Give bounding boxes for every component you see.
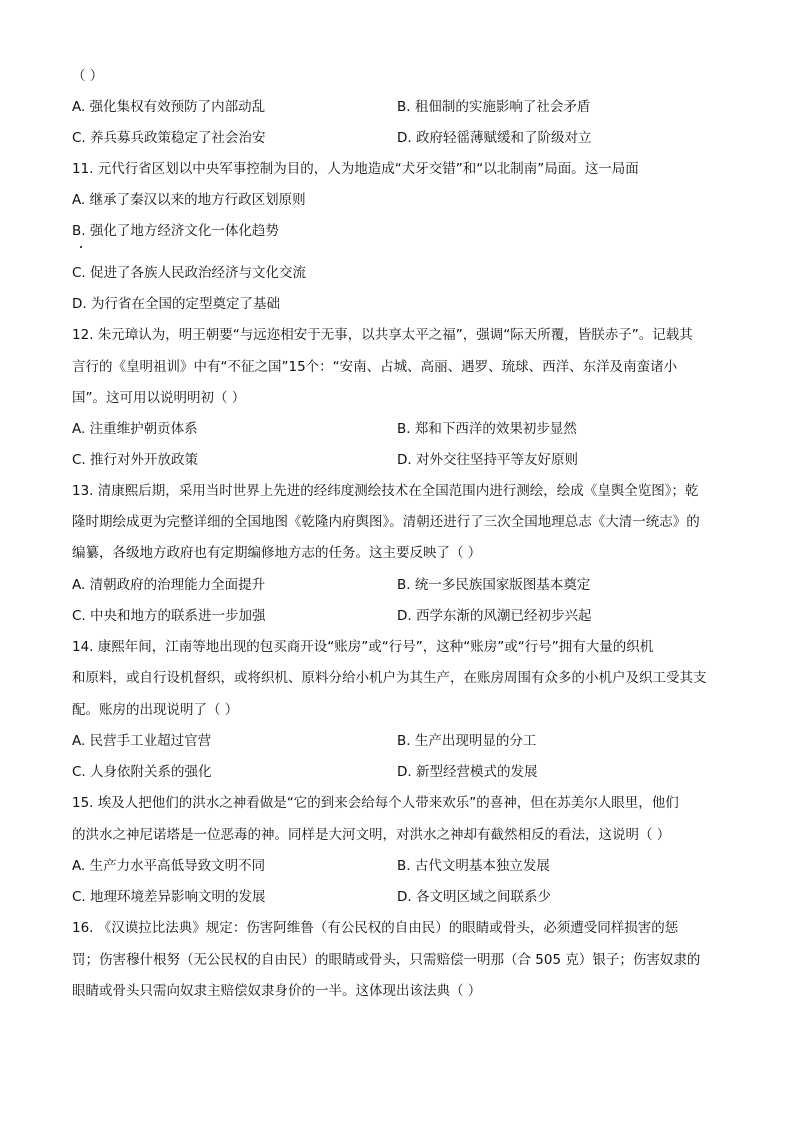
q15-stem-line-1: 15. 埃及人把他们的洪水之神看做是“它的到来会给每个人带来欢乐”的喜神，但在苏美尔人眼里，他们 bbox=[72, 795, 679, 811]
q10-option-a: A. 强化集权有效预防了内部动乱 bbox=[72, 99, 266, 115]
q13-option-a: A. 清朝政府的治理能力全面提升 bbox=[72, 577, 266, 593]
q11-option-b: B. 强化了地方经济文化一体化趋势 bbox=[72, 223, 279, 239]
q10-option-d: D. 政府轻徭薄赋缓和了阶级对立 bbox=[397, 130, 592, 146]
q16-stem-line-2: 罚；伤害穆什根努（无公民权的自由民）的眼睛或骨头，只需赔偿一明那（合 505 克）银子；伤害奴隶的 bbox=[72, 952, 701, 968]
q12-option-b: B. 郑和下西洋的效果初步显然 bbox=[397, 421, 577, 437]
q13-stem-line-2: 隆时期绘成更为完整详细的全国地图《乾隆内府舆图》。清朝还进行了三次全国地理总志《大清一统志》的 bbox=[72, 514, 700, 530]
q12-option-c: C. 推行对外开放政策 bbox=[72, 452, 199, 468]
q10-option-c: C. 养兵募兵政策稳定了社会治安 bbox=[72, 130, 266, 146]
q11-option-c: C. 促进了各族人民政治经济与文化交流 bbox=[72, 265, 307, 281]
q13-option-b: B. 统一多民族国家版图基本奠定 bbox=[397, 577, 591, 593]
q16-stem-line-1: 16. 《汉谟拉比法典》规定：伤害阿维鲁（有公民权的自由民）的眼睛或骨头，必须遭受同样损害的惩 bbox=[72, 920, 679, 936]
q12-stem-line-3: 国”。这可用以说明明初（ ） bbox=[72, 390, 246, 406]
q14-option-a: A. 民营手工业超过官营 bbox=[72, 733, 212, 749]
q13-option-d: D. 西学东渐的风潮已经初步兴起 bbox=[397, 608, 592, 624]
q11-option-a: A. 继承了秦汉以来的地方行政区划原则 bbox=[72, 192, 306, 208]
q10-option-b: B. 租佃制的实施影响了社会矛盾 bbox=[397, 99, 591, 115]
q12-option-a: A. 注重维护朝贡体系 bbox=[72, 421, 198, 437]
q11-stem-line-1: 11. 元代行省区划以中央军事控制为目的，人为地造成“犬牙交错”和“以北制南”局面。这一局面 bbox=[72, 161, 639, 177]
q14-stem-line-3: 配。账房的出现说明了（ ） bbox=[72, 702, 239, 718]
q15-option-d: D. 各文明区域之间联系少 bbox=[397, 889, 551, 905]
q14-option-d: D. 新型经营模式的发展 bbox=[397, 764, 538, 780]
q12-stem-line-1: 12. 朱元璋认为，明王朝要“与远迩相安于无事，以共享太平之福”，强调“际天所覆，皆朕赤子”。记载其 bbox=[72, 327, 693, 343]
q10-stem-end: （ ） bbox=[72, 68, 104, 84]
q15-option-c: C. 地理环境差异影响文明的发展 bbox=[72, 889, 266, 905]
stray-dot-mark bbox=[80, 246, 82, 248]
q12-option-d: D. 对外交往坚持平等友好原则 bbox=[397, 452, 578, 468]
q14-option-c: C. 人身依附关系的强化 bbox=[72, 764, 212, 780]
q11-option-d: D. 为行省在全国的定型奠定了基础 bbox=[72, 296, 280, 312]
q14-stem-line-1: 14. 康熙年间，江南等地出现的包买商开设“账房”或“行号”，这种“账房”或“行号”拥有大量的织机 bbox=[72, 639, 654, 655]
q15-option-a: A. 生产力水平高低导致文明不同 bbox=[72, 858, 266, 874]
q14-option-b: B. 生产出现明显的分工 bbox=[397, 733, 537, 749]
q13-option-c: C. 中央和地方的联系进一步加强 bbox=[72, 608, 266, 624]
q12-stem-line-2: 言行的《皇明祖训》中有“不征之国”15个：“安南、占城、高丽、遇罗、琉球、西洋、东洋及南蛮诸小 bbox=[72, 359, 678, 375]
q13-stem-line-3: 编纂，各级地方政府也有定期编修地方志的任务。这主要反映了（ ） bbox=[72, 545, 482, 561]
q14-stem-line-2: 和原料，或自行设机督织，或将织机、原料分给小机户为其生产，在账房周围有众多的小机户及织工受其支 bbox=[72, 670, 707, 686]
q15-option-b: B. 古代文明基本独立发展 bbox=[397, 858, 550, 874]
q15-stem-line-2: 的洪水之神尼诺塔是一位恶毒的神。同样是大河文明，对洪水之神却有截然相反的看法，这说明（ ） bbox=[72, 827, 671, 843]
q13-stem-line-1: 13. 清康熙后期，采用当时世界上先进的经纬度测绘技术在全国范围内进行测绘，绘成《皇舆全览图》；乾 bbox=[72, 483, 699, 499]
q16-stem-line-3: 眼睛或骨头只需向奴隶主赔偿奴隶身价的一半。这体现出该法典（ ） bbox=[72, 983, 482, 999]
